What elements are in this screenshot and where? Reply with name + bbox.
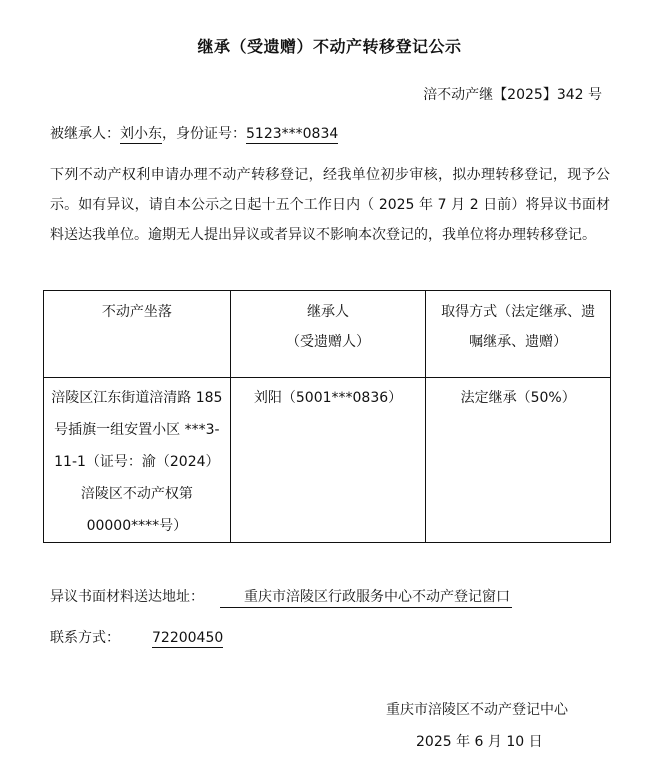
header-heir — [230, 291, 426, 378]
issue-date: 2025 年 6 月 10 日 — [416, 734, 543, 750]
decedent-label: 被继承人： — [50, 126, 120, 142]
cell-method: 法定继承（50%） — [426, 378, 611, 543]
objection-address-label: 异议书面材料送达地址： — [50, 589, 204, 605]
objection-address-value: 重庆市涪陵区行政服务中心不动产登记窗口 — [220, 586, 512, 608]
decedent-line — [50, 123, 338, 143]
decedent-id-number: 5123***0834 — [246, 126, 339, 142]
cell-heir: 刘阳（5001***0836） — [230, 378, 426, 543]
contact-line — [50, 627, 223, 648]
property-table — [43, 290, 611, 543]
table-row — [44, 378, 611, 543]
issuer-org: 重庆市涪陵区不动产登记中心 — [386, 702, 568, 718]
header-heir-line2: （受遗赠人） — [286, 334, 371, 350]
objection-address-line — [50, 586, 512, 608]
document-number: 涪不动产继【2025】342 号 — [423, 87, 602, 103]
contact-phone: 72200450 — [152, 630, 224, 646]
header-method: 取得方式（法定继承、遗嘱继承、遗赠） — [426, 291, 611, 378]
table-header-row — [44, 291, 611, 378]
header-location: 不动产坐落 — [44, 291, 231, 378]
header-heir-line1: 继承人 — [307, 304, 350, 320]
notice-paragraph: 下列不动产权利申请办理不动产转移登记，经我单位初步审核，拟办理转移登记，现予公示。如有异议，请自本公示之日起十五个工作日内（ 2025 年 7 月 2 日前）将异议书面材料送达我单位。逾期无人提出异议或者异议不影响本次登记的，我单位将办理转移登记。 — [50, 167, 610, 243]
cell-location: 涪陵区江东街道涪清路 185 号插旗一组安置小区 ***3-11-1（证号：渝（2024）涪陵区不动产权第 00000****号） — [44, 378, 231, 543]
contact-label: 联系方式： — [50, 630, 120, 646]
page-title: 继承（受遗赠）不动产转移登记公示 — [197, 37, 462, 56]
decedent-id-label: ，身份证号： — [162, 126, 246, 142]
decedent-name: 刘小东 — [120, 126, 162, 142]
